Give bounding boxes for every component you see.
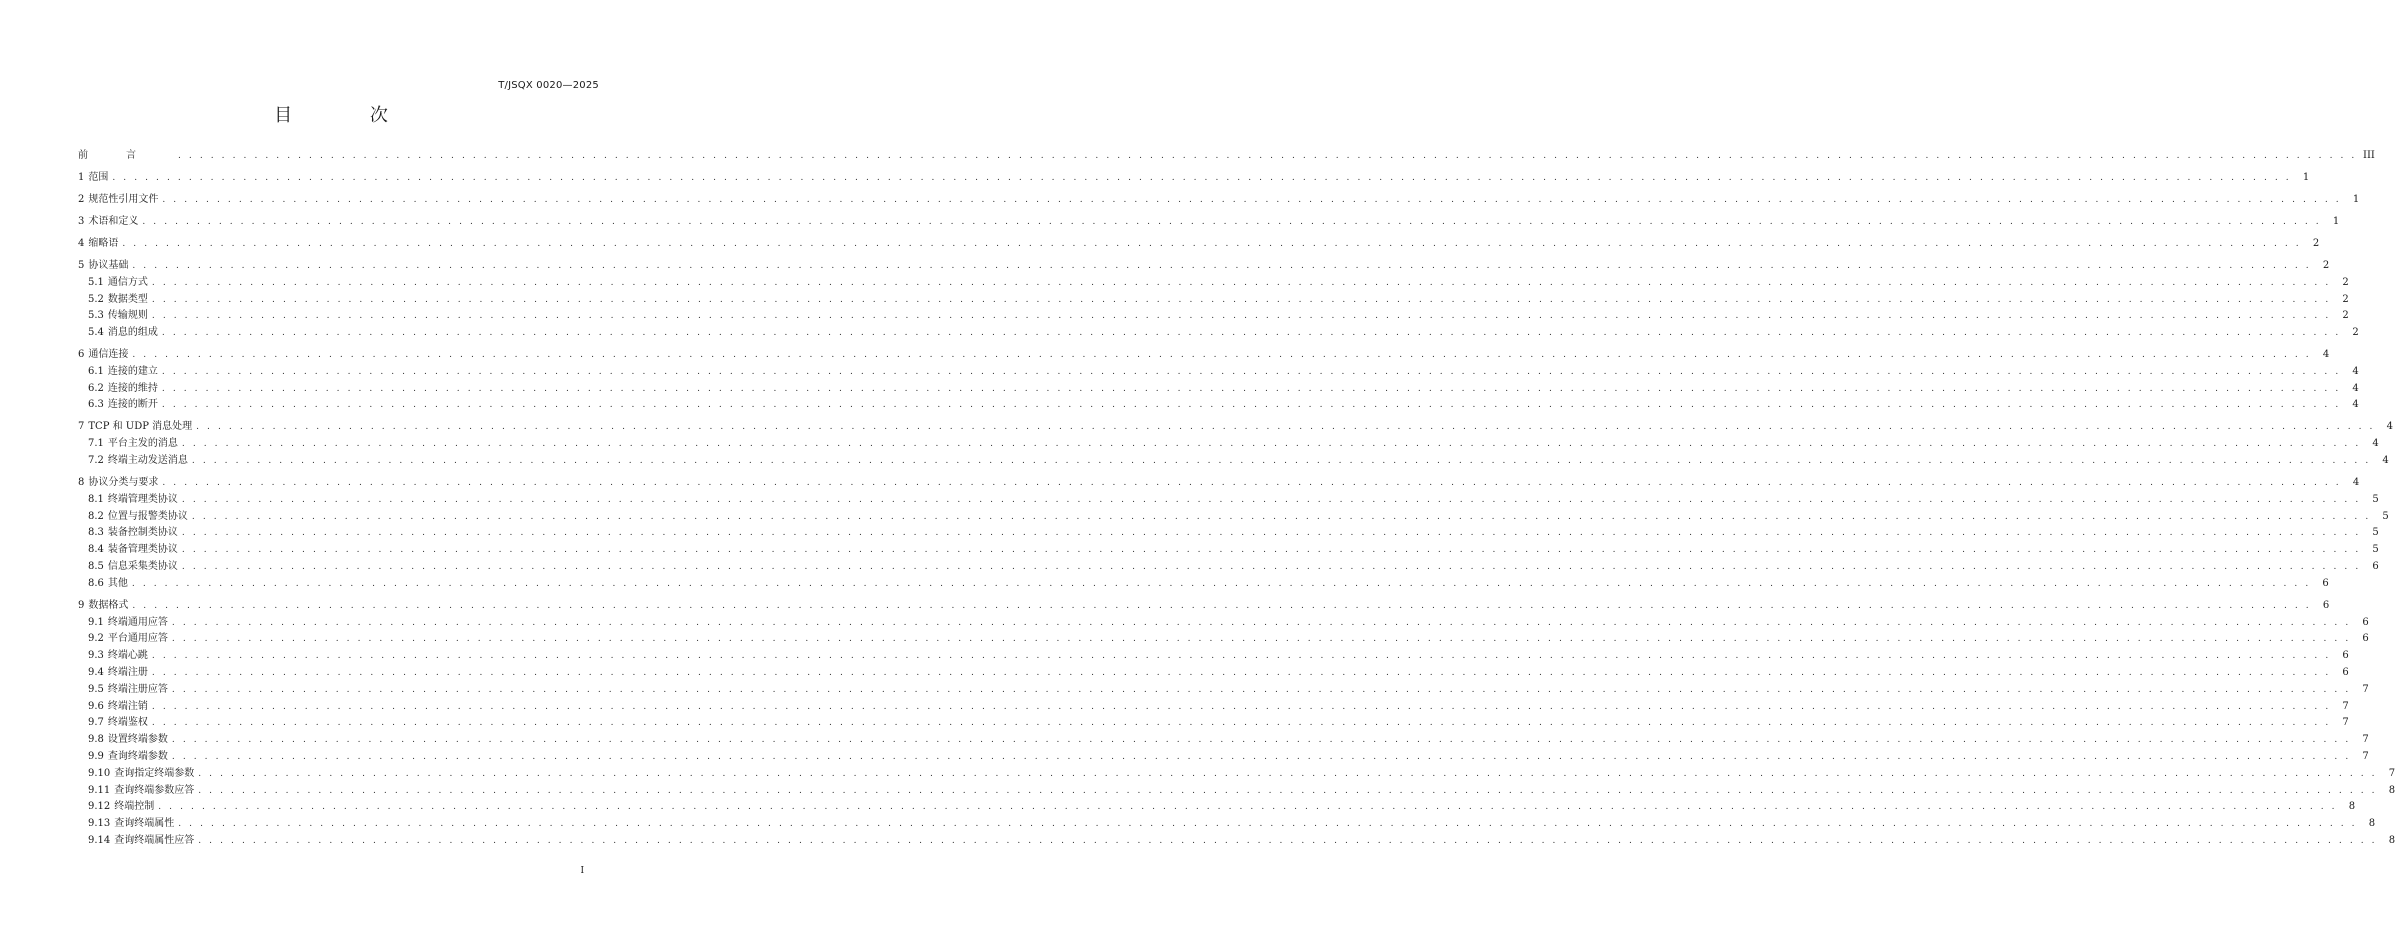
- toc-entry-page: 6: [2342, 650, 2349, 662]
- toc-dot-leader: . . . . . . . . . . . . . . . . . . . . . . . . . . . . . . . . . . . . . . . . . . . . . . . . . . . . . . . . . . . . . . . . . . . . . . . . . . . . . . . . . . . . . . . . . . . . . . . . . . . . . . . . . . . . . . . . . . . . . . . . . . . . . . . . . . . . . . . . . . . . . . . . . . . . . . . . . . . . . . . . . . . . . . . . . . . . . . . . . . . . . . . . . . . . . . . . . . . . . . . .: [132, 350, 2312, 361]
- toc-entry-page: 5: [2372, 493, 2379, 505]
- toc-entry-label: 终端主动发送消息: [107, 455, 188, 467]
- toc-dot-leader: . . . . . . . . . . . . . . . . . . . . . . . . . . . . . . . . . . . . . . . . . . . . . . . . . . . . . . . . . . . . . . . . . . . . . . . . . . . . . . . . . . . . . . . . . . . . . . . . . . . . . . . . . . . . . . . . . . . . . . . . . . . . . . . . . . . . . . . . . . . . . . . . . . . . . . . . . . . . . . . . . . . . . . . . . . . . . . . . . . . . . . . . . . . . . . . . . . . . . . . .: [161, 383, 2341, 394]
- toc-entry[interactable]: [78, 509, 2389, 526]
- toc-entry-number: 4: [78, 237, 85, 249]
- toc-dot-leader: . . . . . . . . . . . . . . . . . . . . . . . . . . . . . . . . . . . . . . . . . . . . . . . . . . . . . . . . . . . . . . . . . . . . . . . . . . . . . . . . . . . . . . . . . . . . . . . . . . . . . . . . . . . . . . . . . . . . . . . . . . . . . . . . . . . . . . . . . . . . . . . . . . . . . . . . . . . . . . . . . . . . . . . . . . . . . . . . . . . . . . . . . . . . . . . . . . . . . . . .: [162, 194, 2342, 205]
- toc-entry-label: 查询终端参数应答: [114, 784, 195, 796]
- toc-dot-leader: . . . . . . . . . . . . . . . . . . . . . . . . . . . . . . . . . . . . . . . . . . . . . . . . . . . . . . . . . . . . . . . . . . . . . . . . . . . . . . . . . . . . . . . . . . . . . . . . . . . . . . . . . . . . . . . . . . . . . . . . . . . . . . . . . . . . . . . . . . . . . . . . . . . . . . . . . . . . . . . . . . . . . . . . . . . . . . . . . . . . . . . . . . . . . . . . . . . . . . . .: [161, 400, 2341, 411]
- toc-entry-number: 9.11: [88, 784, 111, 796]
- toc-entry-label: 连接的维持: [107, 382, 158, 394]
- toc-entry[interactable]: [78, 542, 2379, 559]
- toc-entry-label: 数据格式: [88, 599, 129, 611]
- toc-entry-page: 6: [2322, 599, 2330, 611]
- toc-entry-number: 8.2: [88, 510, 104, 522]
- toc-entry[interactable]: [78, 419, 2394, 436]
- toc-dot-leader: . . . . . . . . . . . . . . . . . . . . . . . . . . . . . . . . . . . . . . . . . . . . . . . . . . . . . . . . . . . . . . . . . . . . . . . . . . . . . . . . . . . . . . . . . . . . . . . . . . . . . . . . . . . . . . . . . . . . . . . . . . . . . . . . . . . . . . . . . . . . . . . . . . . . . . . . . . . . . . . . . . . . . . . . . . . . . . . . . . . . . . . . . . . . . . . . . . . . . . . .: [151, 294, 2331, 305]
- toc-entry-number: 9.14: [88, 834, 111, 846]
- toc-entry-number: 9.4: [88, 667, 104, 678]
- toc-dot-leader: . . . . . . . . . . . . . . . . . . . . . . . . . . . . . . . . . . . . . . . . . . . . . . . . . . . . . . . . . . . . . . . . . . . . . . . . . . . . . . . . . . . . . . . . . . . . . . . . . . . . . . . . . . . . . . . . . . . . . . . . . . . . . . . . . . . . . . . . . . . . . . . . . . . . . . . . . . . . . . . . . . . . . . . . . . . . . . . . . . . . . . . . . . . . . . . . . . . . . . . .: [161, 366, 2341, 377]
- toc-entry[interactable]: [78, 308, 2349, 325]
- toc-entry-page: 6: [2362, 616, 2369, 628]
- toc-entry-number: 6.1: [88, 365, 104, 377]
- toc-entry-page: 2: [2322, 259, 2330, 271]
- toc-entry[interactable]: [78, 749, 2369, 766]
- toc-dot-leader: . . . . . . . . . . . . . . . . . . . . . . . . . . . . . . . . . . . . . . . . . . . . . . . . . . . . . . . . . . . . . . . . . . . . . . . . . . . . . . . . . . . . . . . . . . . . . . . . . . . . . . . . . . . . . . . . . . . . . . . . . . . . . . . . . . . . . . . . . . . . . . . . . . . . . . . . . . . . . . . . . . . . . . . . . . . . . . . . . . . . . . . . . . . . . . . . . . . . . . . .: [191, 511, 2371, 522]
- toc-entry-page: 7: [2342, 717, 2349, 729]
- toc-entry-number: 8.5: [88, 561, 104, 573]
- toc-entry-label: 查询终端参数: [107, 750, 168, 762]
- toc-entry-number: 8.6: [88, 577, 104, 589]
- toc-entry[interactable]: [78, 148, 2375, 165]
- toc-entry[interactable]: [78, 364, 2359, 381]
- toc-entry-label: 平台通用应答: [107, 633, 168, 645]
- toc-entry-label: 终端管理类协议: [107, 493, 178, 505]
- toc-entry[interactable]: [78, 525, 2379, 542]
- toc-entry-page: 2: [2342, 276, 2349, 288]
- toc-entry-number: 9.9: [88, 750, 104, 762]
- toc-entry-number: 5.3: [88, 310, 104, 322]
- toc-entry-number: 5: [78, 259, 85, 271]
- toc-entry-label: 协议基础: [88, 259, 129, 271]
- toc-entry-label: 终端鉴权: [107, 717, 148, 729]
- toc-entry-page: 4: [2386, 421, 2394, 433]
- toc-entry-page: 4: [2322, 349, 2330, 361]
- toc-entry-label: 通信连接: [88, 349, 129, 361]
- toc-dot-leader: . . . . . . . . . . . . . . . . . . . . . . . . . . . . . . . . . . . . . . . . . . . . . . . . . . . . . . . . . . . . . . . . . . . . . . . . . . . . . . . . . . . . . . . . . . . . . . . . . . . . . . . . . . . . . . . . . . . . . . . . . . . . . . . . . . . . . . . . . . . . . . . . . . . . . . . . . . . . . . . . . . . . . . . . . . . . . . . . . . . . . . . . . . . . . . . . . . . . . . . .: [122, 238, 2302, 249]
- toc-entry[interactable]: [78, 381, 2359, 398]
- toc-entry[interactable]: [78, 347, 2330, 364]
- toc-dot-leader: . . . . . . . . . . . . . . . . . . . . . . . . . . . . . . . . . . . . . . . . . . . . . . . . . . . . . . . . . . . . . . . . . . . . . . . . . . . . . . . . . . . . . . . . . . . . . . . . . . . . . . . . . . . . . . . . . . . . . . . . . . . . . . . . . . . . . . . . . . . . . . . . . . . . . . . . . . . . . . . . . . . . . . . . . . . . . . . . . . . . . . . . . . . . . . . . . . . . . . . .: [198, 835, 2378, 846]
- toc-entry-number: 9.3: [88, 650, 104, 662]
- toc-entry[interactable]: [78, 492, 2379, 509]
- toc-entry[interactable]: [78, 214, 2340, 231]
- toc-entry[interactable]: [78, 436, 2379, 453]
- toc-entry-label: 查询指定终端参数: [114, 767, 195, 779]
- toc-entry-page: 8: [2388, 784, 2395, 796]
- toc-entry-page: III: [2363, 150, 2375, 161]
- toc-entry-page: 7: [2362, 683, 2369, 695]
- toc-dot-leader: . . . . . . . . . . . . . . . . . . . . . . . . . . . . . . . . . . . . . . . . . . . . . . . . . . . . . . . . . . . . . . . . . . . . . . . . . . . . . . . . . . . . . . . . . . . . . . . . . . . . . . . . . . . . . . . . . . . . . . . . . . . . . . . . . . . . . . . . . . . . . . . . . . . . . . . . . . . . . . . . . . . . . . . . . . . . . . . . . . . . . . . . . . . . . . . . . . . . . . . .: [171, 684, 2351, 695]
- toc-entry[interactable]: [78, 475, 2360, 492]
- toc-entry[interactable]: [78, 665, 2349, 682]
- toc-entry-number: 7.1: [88, 438, 104, 450]
- toc-dot-leader: . . . . . . . . . . . . . . . . . . . . . . . . . . . . . . . . . . . . . . . . . . . . . . . . . . . . . . . . . . . . . . . . . . . . . . . . . . . . . . . . . . . . . . . . . . . . . . . . . . . . . . . . . . . . . . . . . . . . . . . . . . . . . . . . . . . . . . . . . . . . . . . . . . . . . . . . . . . . . . . . . . . . . . . . . . . . . . . . . . . . . . . . . . . . . . . . . . . . . . . .: [162, 478, 2342, 489]
- toc-entry-page: 7: [2388, 767, 2395, 779]
- toc-dot-leader: . . . . . . . . . . . . . . . . . . . . . . . . . . . . . . . . . . . . . . . . . . . . . . . . . . . . . . . . . . . . . . . . . . . . . . . . . . . . . . . . . . . . . . . . . . . . . . . . . . . . . . . . . . . . . . . . . . . . . . . . . . . . . . . . . . . . . . . . . . . . . . . . . . . . . . . . . . . . . . . . . . . . . . . . . . . . . . . . . . . . . . . . . . . . . . . . . . . . . . . .: [151, 651, 2331, 662]
- toc-entry-number: 8: [78, 477, 85, 489]
- toc-entry-page: 5: [2372, 544, 2379, 556]
- toc-entry-label: 传输规则: [107, 310, 148, 322]
- toc-dot-leader: . . . . . . . . . . . . . . . . . . . . . . . . . . . . . . . . . . . . . . . . . . . . . . . . . . . . . . . . . . . . . . . . . . . . . . . . . . . . . . . . . . . . . . . . . . . . . . . . . . . . . . . . . . . . . . . . . . . . . . . . . . . . . . . . . . . . . . . . . . . . . . . . . . . . . . . . . . . . . . . . . . . . . . . . . . . . . . . . . . . . . . . . . . . . . . . . . . . . . . . .: [151, 311, 2331, 322]
- toc-entry[interactable]: [78, 325, 2359, 342]
- toc-entry-page: 4: [2352, 365, 2359, 377]
- page-title: 目 次: [274, 105, 424, 126]
- toc-entry[interactable]: [78, 397, 2359, 414]
- toc-entry-label: 协议分类与要求: [88, 477, 159, 489]
- toc-entry-page: 4: [2352, 399, 2359, 411]
- toc-entry-page: 8: [2368, 818, 2376, 830]
- toc-entry-number: 9.1: [88, 616, 104, 628]
- toc-dot-leader: . . . . . . . . . . . . . . . . . . . . . . . . . . . . . . . . . . . . . . . . . . . . . . . . . . . . . . . . . . . . . . . . . . . . . . . . . . . . . . . . . . . . . . . . . . . . . . . . . . . . . . . . . . . . . . . . . . . . . . . . . . . . . . . . . . . . . . . . . . . . . . . . . . . . . . . . . . . . . . . . . . . . . . . . . . . . . . . . . . . . . . . . . . . . . . . . . . . . . . . .: [151, 277, 2331, 288]
- toc-entry-label: 信息采集类协议: [107, 561, 178, 573]
- toc-dot-leader: . . . . . . . . . . . . . . . . . . . . . . . . . . . . . . . . . . . . . . . . . . . . . . . . . . . . . . . . . . . . . . . . . . . . . . . . . . . . . . . . . . . . . . . . . . . . . . . . . . . . . . . . . . . . . . . . . . . . . . . . . . . . . . . . . . . . . . . . . . . . . . . . . . . . . . . . . . . . . . . . . . . . . . . . . . . . . . . . . . . . . . . . . . . . . . . . . . . . . . . .: [151, 718, 2331, 729]
- toc-entry-page: 4: [2352, 382, 2359, 394]
- toc-dot-leader: . . . . . . . . . . . . . . . . . . . . . . . . . . . . . . . . . . . . . . . . . . . . . . . . . . . . . . . . . . . . . . . . . . . . . . . . . . . . . . . . . . . . . . . . . . . . . . . . . . . . . . . . . . . . . . . . . . . . . . . . . . . . . . . . . . . . . . . . . . . . . . . . . . . . . . . . . . . . . . . . . . . . . . . . . . . . . . . . . . . . . . . . . . . . . . . . . . . . . . . .: [171, 735, 2351, 746]
- toc-entry-number: 6.3: [88, 399, 104, 411]
- toc-entry-page: 6: [2372, 561, 2379, 573]
- toc-entry[interactable]: [78, 598, 2330, 615]
- toc-entry-number: 8.4: [88, 544, 104, 556]
- toc-entry[interactable]: [78, 816, 2376, 833]
- toc-entry[interactable]: [78, 236, 2320, 253]
- toc-entry-label: 位置与报警类协议: [107, 510, 188, 522]
- toc-entry[interactable]: [78, 192, 2360, 209]
- toc-entry-number: 1: [78, 171, 85, 183]
- toc-entry[interactable]: [78, 799, 2356, 816]
- toc-entry[interactable]: [78, 732, 2369, 749]
- toc-dot-leader: . . . . . . . . . . . . . . . . . . . . . . . . . . . . . . . . . . . . . . . . . . . . . . . . . . . . . . . . . . . . . . . . . . . . . . . . . . . . . . . . . . . . . . . . . . . . . . . . . . . . . . . . . . . . . . . . . . . . . . . . . . . . . . . . . . . . . . . . . . . . . . . . . . . . . . . . . . . . . . . . . . . . . . . . . . . . . . . . . . . . . . . . . . . . . . . . . . . . . . . .: [178, 151, 2357, 161]
- toc-entry-label: 前言: [78, 150, 174, 161]
- toc-entry-page: 7: [2362, 734, 2369, 746]
- toc-entry-page: 2: [2312, 237, 2320, 249]
- toc-entry-label: 终端注册: [107, 667, 148, 678]
- toc-dot-leader: . . . . . . . . . . . . . . . . . . . . . . . . . . . . . . . . . . . . . . . . . . . . . . . . . . . . . . . . . . . . . . . . . . . . . . . . . . . . . . . . . . . . . . . . . . . . . . . . . . . . . . . . . . . . . . . . . . . . . . . . . . . . . . . . . . . . . . . . . . . . . . . . . . . . . . . . . . . . . . . . . . . . . . . . . . . . . . . . . . . . . . . . . . . . . . . . . . . . . . . .: [196, 422, 2376, 433]
- toc-entry-number: 9.10: [88, 767, 111, 779]
- toc-entry-number: 9.8: [88, 734, 104, 746]
- toc-entry-label: 连接的断开: [107, 399, 158, 411]
- toc-entry-number: 9.6: [88, 700, 104, 712]
- toc-entry-page: 5: [2382, 510, 2389, 522]
- toc-entry-number: 9.7: [88, 717, 104, 729]
- toc-entry-page: 6: [2362, 633, 2369, 645]
- toc-entry[interactable]: [78, 766, 2395, 783]
- toc-dot-leader: . . . . . . . . . . . . . . . . . . . . . . . . . . . . . . . . . . . . . . . . . . . . . . . . . . . . . . . . . . . . . . . . . . . . . . . . . . . . . . . . . . . . . . . . . . . . . . . . . . . . . . . . . . . . . . . . . . . . . . . . . . . . . . . . . . . . . . . . . . . . . . . . . . . . . . . . . . . . . . . . . . . . . . . . . . . . . . . . . . . . . . . . . . . . . . . . . . . . . . . .: [151, 701, 2331, 712]
- toc-entry-number: 9.13: [88, 818, 111, 830]
- toc-entry-page: 8: [2388, 834, 2395, 846]
- toc-entry-number: 7.2: [88, 455, 104, 467]
- toc-entry[interactable]: [78, 699, 2349, 716]
- toc-dot-leader: . . . . . . . . . . . . . . . . . . . . . . . . . . . . . . . . . . . . . . . . . . . . . . . . . . . . . . . . . . . . . . . . . . . . . . . . . . . . . . . . . . . . . . . . . . . . . . . . . . . . . . . . . . . . . . . . . . . . . . . . . . . . . . . . . . . . . . . . . . . . . . . . . . . . . . . . . . . . . . . . . . . . . . . . . . . . . . . . . . . . . . . . . . . . . . . . . . . . . . . .: [132, 600, 2312, 611]
- toc-entry-page: 7: [2362, 750, 2369, 762]
- page-number: I: [580, 866, 584, 876]
- toc-dot-leader: . . . . . . . . . . . . . . . . . . . . . . . . . . . . . . . . . . . . . . . . . . . . . . . . . . . . . . . . . . . . . . . . . . . . . . . . . . . . . . . . . . . . . . . . . . . . . . . . . . . . . . . . . . . . . . . . . . . . . . . . . . . . . . . . . . . . . . . . . . . . . . . . . . . . . . . . . . . . . . . . . . . . . . . . . . . . . . . . . . . . . . . . . . . . . . . . . . . . . . . .: [171, 751, 2351, 762]
- toc-entry[interactable]: [78, 783, 2395, 800]
- toc-entry-label: 终端心跳: [107, 650, 148, 662]
- toc-entry-page: 8: [2348, 801, 2356, 813]
- toc-dot-leader: . . . . . . . . . . . . . . . . . . . . . . . . . . . . . . . . . . . . . . . . . . . . . . . . . . . . . . . . . . . . . . . . . . . . . . . . . . . . . . . . . . . . . . . . . . . . . . . . . . . . . . . . . . . . . . . . . . . . . . . . . . . . . . . . . . . . . . . . . . . . . . . . . . . . . . . . . . . . . . . . . . . . . . . . . . . . . . . . . . . . . . . . . . . . . . . . . . . . . . . .: [198, 785, 2378, 796]
- toc-dot-leader: . . . . . . . . . . . . . . . . . . . . . . . . . . . . . . . . . . . . . . . . . . . . . . . . . . . . . . . . . . . . . . . . . . . . . . . . . . . . . . . . . . . . . . . . . . . . . . . . . . . . . . . . . . . . . . . . . . . . . . . . . . . . . . . . . . . . . . . . . . . . . . . . . . . . . . . . . . . . . . . . . . . . . . . . . . . . . . . . . . . . . . . . . . . . . . . . . . . . . . . .: [198, 768, 2378, 779]
- toc-entry-label: 数据类型: [107, 293, 148, 305]
- toc-entry-number: 2: [78, 193, 85, 205]
- toc-dot-leader: . . . . . . . . . . . . . . . . . . . . . . . . . . . . . . . . . . . . . . . . . . . . . . . . . . . . . . . . . . . . . . . . . . . . . . . . . . . . . . . . . . . . . . . . . . . . . . . . . . . . . . . . . . . . . . . . . . . . . . . . . . . . . . . . . . . . . . . . . . . . . . . . . . . . . . . . . . . . . . . . . . . . . . . . . . . . . . . . . . . . . . . . . . . . . . . . . . . . . . . .: [181, 545, 2361, 556]
- toc-entry-page: 1: [2352, 193, 2360, 205]
- toc-dot-leader: . . . . . . . . . . . . . . . . . . . . . . . . . . . . . . . . . . . . . . . . . . . . . . . . . . . . . . . . . . . . . . . . . . . . . . . . . . . . . . . . . . . . . . . . . . . . . . . . . . . . . . . . . . . . . . . . . . . . . . . . . . . . . . . . . . . . . . . . . . . . . . . . . . . . . . . . . . . . . . . . . . . . . . . . . . . . . . . . . . . . . . . . . . . . . . . . . . . . . . . .: [171, 617, 2351, 628]
- toc-entry-label: 终端通用应答: [107, 616, 168, 628]
- toc-dot-leader: . . . . . . . . . . . . . . . . . . . . . . . . . . . . . . . . . . . . . . . . . . . . . . . . . . . . . . . . . . . . . . . . . . . . . . . . . . . . . . . . . . . . . . . . . . . . . . . . . . . . . . . . . . . . . . . . . . . . . . . . . . . . . . . . . . . . . . . . . . . . . . . . . . . . . . . . . . . . . . . . . . . . . . . . . . . . . . . . . . . . . . . . . . . . . . . . . . . . . . . .: [161, 328, 2341, 339]
- toc-entry[interactable]: [78, 292, 2349, 309]
- toc-entry[interactable]: [78, 631, 2369, 648]
- toc-entry-page: 1: [2302, 171, 2310, 183]
- toc-entry-number: 5.1: [88, 276, 104, 288]
- toc-entry-number: 9: [78, 599, 85, 611]
- toc-entry-page: 4: [2372, 438, 2379, 450]
- document-code: T/JSQX 0020—2025: [498, 80, 599, 91]
- toc-entry[interactable]: [78, 559, 2379, 576]
- toc-dot-leader: . . . . . . . . . . . . . . . . . . . . . . . . . . . . . . . . . . . . . . . . . . . . . . . . . . . . . . . . . . . . . . . . . . . . . . . . . . . . . . . . . . . . . . . . . . . . . . . . . . . . . . . . . . . . . . . . . . . . . . . . . . . . . . . . . . . . . . . . . . . . . . . . . . . . . . . . . . . . . . . . . . . . . . . . . . . . . . . . . . . . . . . . . . . . . . . . . . . . . . . .: [191, 456, 2371, 467]
- toc-dot-leader: . . . . . . . . . . . . . . . . . . . . . . . . . . . . . . . . . . . . . . . . . . . . . . . . . . . . . . . . . . . . . . . . . . . . . . . . . . . . . . . . . . . . . . . . . . . . . . . . . . . . . . . . . . . . . . . . . . . . . . . . . . . . . . . . . . . . . . . . . . . . . . . . . . . . . . . . . . . . . . . . . . . . . . . . . . . . . . . . . . . . . . . . . . . . . . . . . . . . . . . .: [181, 562, 2361, 573]
- toc-entry[interactable]: [78, 615, 2369, 632]
- toc-dot-leader: . . . . . . . . . . . . . . . . . . . . . . . . . . . . . . . . . . . . . . . . . . . . . . . . . . . . . . . . . . . . . . . . . . . . . . . . . . . . . . . . . . . . . . . . . . . . . . . . . . . . . . . . . . . . . . . . . . . . . . . . . . . . . . . . . . . . . . . . . . . . . . . . . . . . . . . . . . . . . . . . . . . . . . . . . . . . . . . . . . . . . . . . . . . . . . . . . . . . . . . .: [181, 494, 2361, 505]
- toc-dot-leader: . . . . . . . . . . . . . . . . . . . . . . . . . . . . . . . . . . . . . . . . . . . . . . . . . . . . . . . . . . . . . . . . . . . . . . . . . . . . . . . . . . . . . . . . . . . . . . . . . . . . . . . . . . . . . . . . . . . . . . . . . . . . . . . . . . . . . . . . . . . . . . . . . . . . . . . . . . . . . . . . . . . . . . . . . . . . . . . . . . . . . . . . . . . . . . . . . . . . . . . .: [142, 216, 2322, 227]
- toc-dot-leader: . . . . . . . . . . . . . . . . . . . . . . . . . . . . . . . . . . . . . . . . . . . . . . . . . . . . . . . . . . . . . . . . . . . . . . . . . . . . . . . . . . . . . . . . . . . . . . . . . . . . . . . . . . . . . . . . . . . . . . . . . . . . . . . . . . . . . . . . . . . . . . . . . . . . . . . . . . . . . . . . . . . . . . . . . . . . . . . . . . . . . . . . . . . . . . . . . . . . . . . .: [181, 528, 2361, 539]
- toc-entry-page: 5: [2372, 527, 2379, 539]
- toc-entry-number: 8.1: [88, 493, 104, 505]
- toc-entry-label: 装备管理类协议: [107, 544, 178, 556]
- toc-entry-label: 查询终端属性应答: [114, 834, 195, 846]
- toc-entry[interactable]: [78, 648, 2349, 665]
- toc-entry[interactable]: [78, 576, 2329, 593]
- toc-entry-label: 平台主发的消息: [107, 438, 178, 450]
- toc-dot-leader: . . . . . . . . . . . . . . . . . . . . . . . . . . . . . . . . . . . . . . . . . . . . . . . . . . . . . . . . . . . . . . . . . . . . . . . . . . . . . . . . . . . . . . . . . . . . . . . . . . . . . . . . . . . . . . . . . . . . . . . . . . . . . . . . . . . . . . . . . . . . . . . . . . . . . . . . . . . . . . . . . . . . . . . . . . . . . . . . . . . . . . . . . . . . . . . . . . . . . . . .: [151, 668, 2331, 678]
- table-of-contents: [78, 148, 2395, 850]
- toc-entry[interactable]: [78, 258, 2330, 275]
- toc-dot-leader: . . . . . . . . . . . . . . . . . . . . . . . . . . . . . . . . . . . . . . . . . . . . . . . . . . . . . . . . . . . . . . . . . . . . . . . . . . . . . . . . . . . . . . . . . . . . . . . . . . . . . . . . . . . . . . . . . . . . . . . . . . . . . . . . . . . . . . . . . . . . . . . . . . . . . . . . . . . . . . . . . . . . . . . . . . . . . . . . . . . . . . . . . . . . . . . . . . . . . . . .: [112, 172, 2292, 183]
- toc-entry[interactable]: [78, 453, 2389, 470]
- toc-entry-number: 9.5: [88, 683, 104, 695]
- toc-entry-page: 1: [2332, 215, 2340, 227]
- toc-entry-label: 终端注销: [107, 700, 148, 712]
- toc-entry-label: 设置终端参数: [107, 734, 168, 746]
- toc-entry-label: TCP 和 UDP 消息处理: [88, 421, 193, 433]
- toc-entry-label: 装备控制类协议: [107, 527, 178, 539]
- toc-entry-number: 6.2: [88, 382, 104, 394]
- toc-dot-leader: . . . . . . . . . . . . . . . . . . . . . . . . . . . . . . . . . . . . . . . . . . . . . . . . . . . . . . . . . . . . . . . . . . . . . . . . . . . . . . . . . . . . . . . . . . . . . . . . . . . . . . . . . . . . . . . . . . . . . . . . . . . . . . . . . . . . . . . . . . . . . . . . . . . . . . . . . . . . . . . . . . . . . . . . . . . . . . . . . . . . . . . . . . . . . . . . . . . . . . . .: [181, 439, 2361, 450]
- toc-entry-label: 术语和定义: [88, 215, 139, 227]
- toc-entry-label: 其他: [107, 577, 128, 589]
- toc-dot-leader: . . . . . . . . . . . . . . . . . . . . . . . . . . . . . . . . . . . . . . . . . . . . . . . . . . . . . . . . . . . . . . . . . . . . . . . . . . . . . . . . . . . . . . . . . . . . . . . . . . . . . . . . . . . . . . . . . . . . . . . . . . . . . . . . . . . . . . . . . . . . . . . . . . . . . . . . . . . . . . . . . . . . . . . . . . . . . . . . . . . . . . . . . . . . . . . . . . . . . . . .: [132, 260, 2312, 271]
- toc-entry[interactable]: [78, 170, 2310, 187]
- toc-entry-number: 8.3: [88, 527, 104, 539]
- toc-entry-number: 6: [78, 349, 85, 361]
- toc-entry-label: 范围: [88, 171, 109, 183]
- toc-dot-leader: . . . . . . . . . . . . . . . . . . . . . . . . . . . . . . . . . . . . . . . . . . . . . . . . . . . . . . . . . . . . . . . . . . . . . . . . . . . . . . . . . . . . . . . . . . . . . . . . . . . . . . . . . . . . . . . . . . . . . . . . . . . . . . . . . . . . . . . . . . . . . . . . . . . . . . . . . . . . . . . . . . . . . . . . . . . . . . . . . . . . . . . . . . . . . . . . . . . . . . . .: [171, 634, 2351, 645]
- toc-entry-page: 4: [2382, 455, 2389, 467]
- toc-entry-label: 连接的建立: [107, 365, 158, 377]
- toc-entry-label: 终端控制: [114, 801, 155, 813]
- toc-entry-page: 2: [2342, 293, 2349, 305]
- toc-entry-label: 终端注册应答: [107, 683, 168, 695]
- toc-entry-number: 3: [78, 215, 85, 227]
- toc-entry-label: 消息的组成: [107, 327, 158, 339]
- toc-entry-number: 9.2: [88, 633, 104, 645]
- toc-entry-number: 7: [78, 421, 85, 433]
- toc-entry-label: 规范性引用文件: [88, 193, 159, 205]
- toc-entry-page: 7: [2342, 700, 2349, 712]
- toc-dot-leader: . . . . . . . . . . . . . . . . . . . . . . . . . . . . . . . . . . . . . . . . . . . . . . . . . . . . . . . . . . . . . . . . . . . . . . . . . . . . . . . . . . . . . . . . . . . . . . . . . . . . . . . . . . . . . . . . . . . . . . . . . . . . . . . . . . . . . . . . . . . . . . . . . . . . . . . . . . . . . . . . . . . . . . . . . . . . . . . . . . . . . . . . . . . . . . . . . . . . . . . .: [178, 819, 2358, 830]
- toc-entry-page: 6: [2342, 667, 2349, 678]
- toc-entry-label: 通信方式: [107, 276, 148, 288]
- toc-entry-number: 9.12: [88, 801, 111, 813]
- toc-entry[interactable]: [78, 833, 2395, 850]
- toc-dot-leader: . . . . . . . . . . . . . . . . . . . . . . . . . . . . . . . . . . . . . . . . . . . . . . . . . . . . . . . . . . . . . . . . . . . . . . . . . . . . . . . . . . . . . . . . . . . . . . . . . . . . . . . . . . . . . . . . . . . . . . . . . . . . . . . . . . . . . . . . . . . . . . . . . . . . . . . . . . . . . . . . . . . . . . . . . . . . . . . . . . . . . . . . . . . . . . . . . . . . . . . .: [131, 578, 2311, 589]
- toc-entry[interactable]: [78, 275, 2349, 292]
- toc-entry-number: 5.4: [88, 327, 104, 339]
- toc-entry-page: 2: [2352, 327, 2359, 339]
- toc-entry-page: 4: [2352, 477, 2360, 489]
- toc-entry-number: 5.2: [88, 293, 104, 305]
- toc-entry-label: 缩略语: [88, 237, 119, 249]
- toc-entry[interactable]: [78, 682, 2369, 699]
- toc-entry-page: 2: [2342, 310, 2349, 322]
- toc-entry-page: 6: [2322, 577, 2329, 589]
- toc-dot-leader: . . . . . . . . . . . . . . . . . . . . . . . . . . . . . . . . . . . . . . . . . . . . . . . . . . . . . . . . . . . . . . . . . . . . . . . . . . . . . . . . . . . . . . . . . . . . . . . . . . . . . . . . . . . . . . . . . . . . . . . . . . . . . . . . . . . . . . . . . . . . . . . . . . . . . . . . . . . . . . . . . . . . . . . . . . . . . . . . . . . . . . . . . . . . . . . . . . . . . . . .: [158, 802, 2338, 813]
- toc-entry-label: 查询终端属性: [114, 818, 175, 830]
- toc-entry[interactable]: [78, 715, 2349, 732]
